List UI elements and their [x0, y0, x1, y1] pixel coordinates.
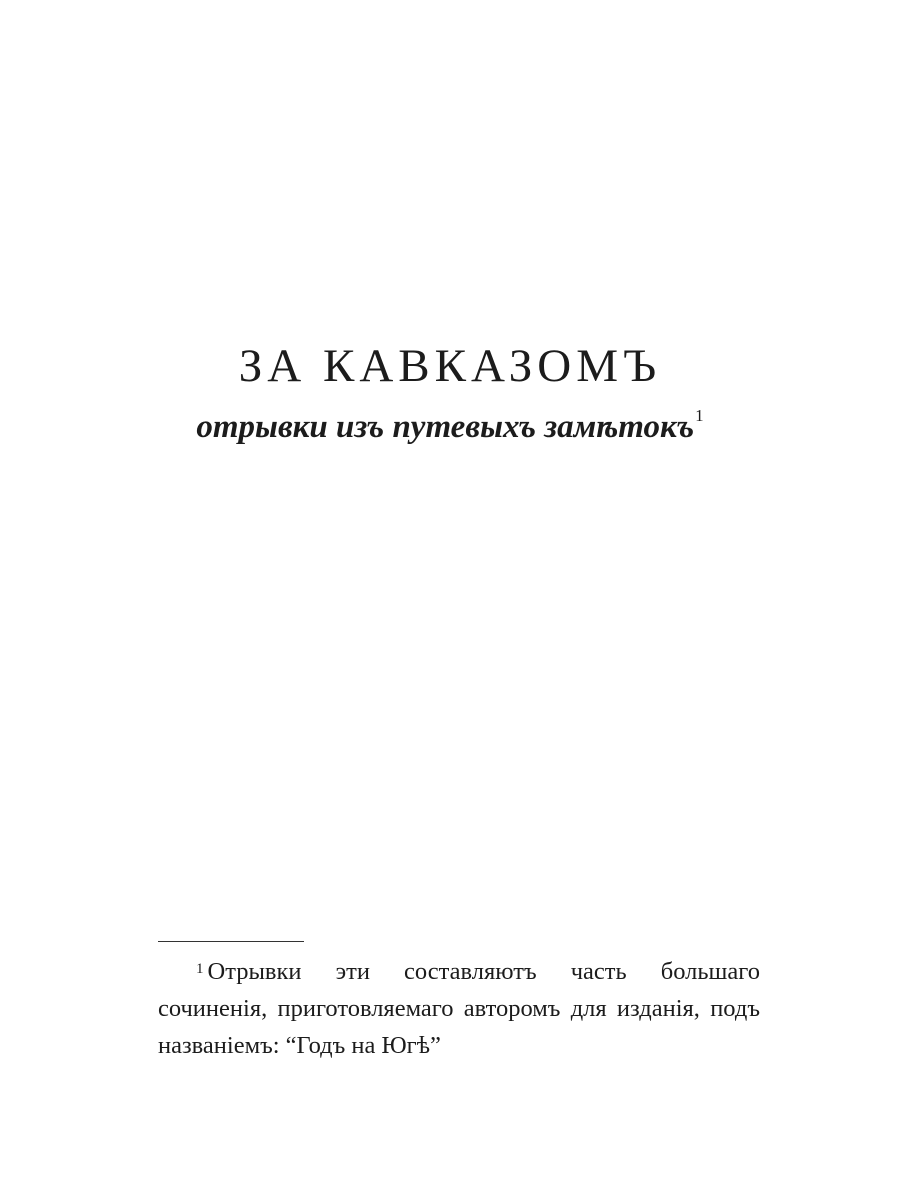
chapter-title: ЗА КАВКАЗОМЪ	[238, 340, 662, 392]
footnote-reference: 1	[695, 406, 704, 425]
footnote-separator	[158, 941, 304, 942]
footnote	[158, 953, 760, 1064]
subtitle-text: отрывки изъ путевыхъ замѣтокъ	[196, 409, 695, 445]
footnote-marker: 1	[196, 961, 204, 977]
chapter-subtitle	[0, 408, 900, 448]
footnote-text: Отрывки эти составляютъ часть большаго сочиненія, приготовляемаго авторомъ для изданія, подъ названіемъ: “Годъ на Югѣ”	[158, 958, 760, 1059]
